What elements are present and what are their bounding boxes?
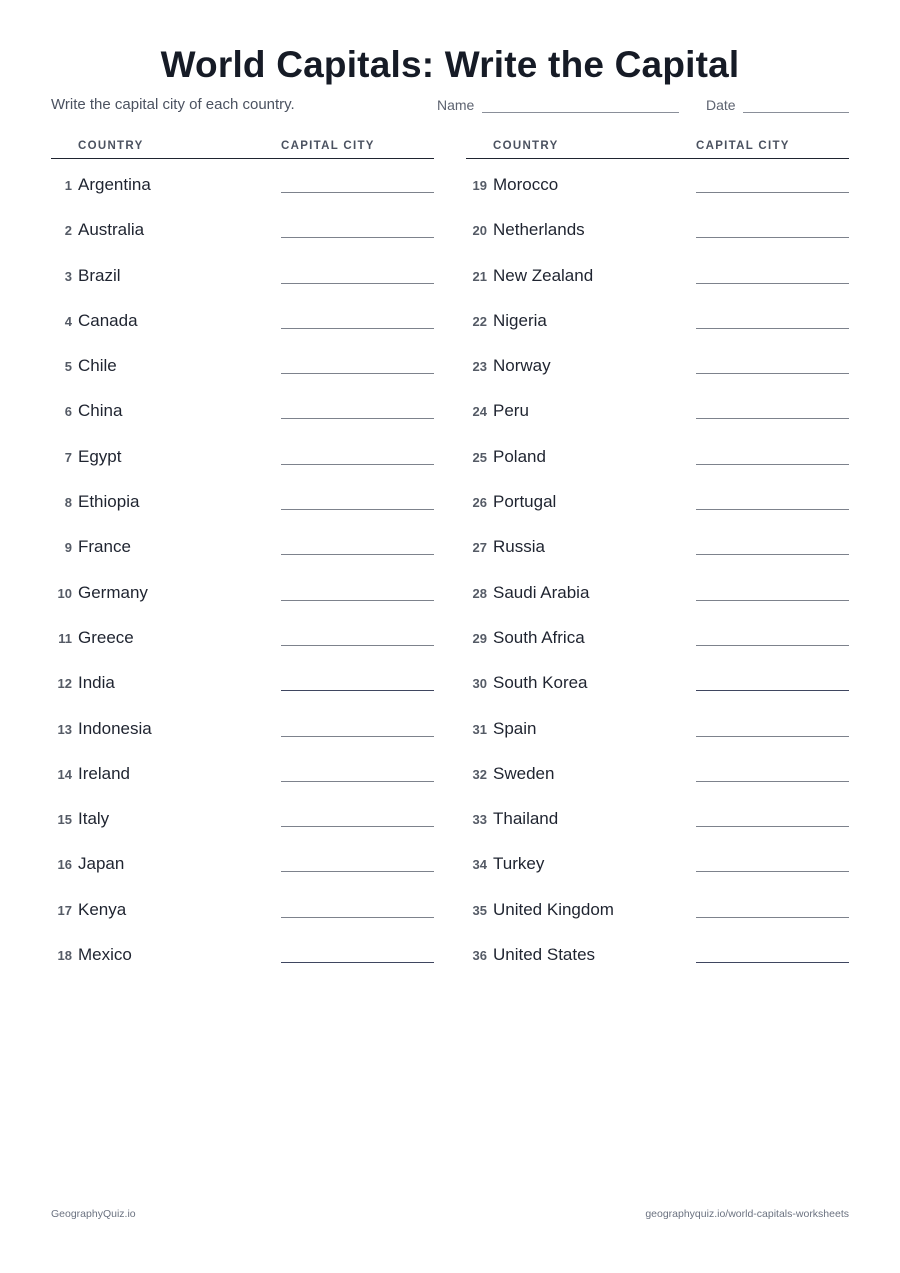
capital-answer-line[interactable] bbox=[281, 509, 434, 510]
country-header: COUNTRY bbox=[493, 140, 559, 152]
question-row bbox=[51, 159, 434, 204]
question-number: 12 bbox=[57, 676, 72, 692]
country-name: France bbox=[78, 537, 131, 557]
question-row bbox=[466, 340, 849, 385]
capital-answer-line[interactable] bbox=[696, 328, 849, 329]
question-row bbox=[51, 567, 434, 612]
capital-answer-line[interactable] bbox=[281, 645, 434, 646]
capital-answer-line[interactable] bbox=[696, 871, 849, 872]
question-row bbox=[51, 703, 434, 748]
capital-answer-line[interactable] bbox=[696, 645, 849, 646]
date-label: Date bbox=[706, 97, 736, 113]
country-name: Netherlands bbox=[493, 220, 585, 240]
capital-answer-line[interactable] bbox=[281, 328, 434, 329]
capital-answer-line[interactable] bbox=[696, 464, 849, 465]
question-number: 18 bbox=[57, 948, 72, 964]
capital-answer-line[interactable] bbox=[696, 826, 849, 827]
worksheet-title: World Capitals: Write the Capital bbox=[160, 44, 740, 85]
question-row bbox=[466, 612, 849, 657]
country-name: Sweden bbox=[493, 763, 555, 783]
capital-answer-line[interactable] bbox=[281, 781, 434, 782]
question-number: 13 bbox=[57, 721, 72, 737]
question-row bbox=[466, 159, 849, 204]
question-number: 16 bbox=[57, 857, 72, 873]
capital-answer-line[interactable] bbox=[281, 192, 434, 193]
question-row bbox=[51, 431, 434, 476]
capital-answer-line[interactable] bbox=[696, 418, 849, 419]
question-row bbox=[466, 567, 849, 612]
question-number: 8 bbox=[64, 495, 72, 511]
capital-answer-line[interactable] bbox=[281, 690, 434, 691]
question-number: 27 bbox=[472, 540, 487, 556]
country-name: China bbox=[78, 401, 123, 421]
question-number: 9 bbox=[64, 540, 72, 556]
question-number: 17 bbox=[57, 902, 72, 918]
capital-answer-line[interactable] bbox=[696, 283, 849, 284]
capital-answer-line[interactable] bbox=[281, 871, 434, 872]
country-name: Turkey bbox=[493, 854, 545, 874]
question-number: 1 bbox=[64, 178, 72, 193]
capital-answer-line[interactable] bbox=[696, 237, 849, 238]
capital-answer-line[interactable] bbox=[696, 509, 849, 510]
country-name: Portugal bbox=[493, 492, 557, 512]
question-number: 5 bbox=[64, 359, 72, 375]
country-name: Egypt bbox=[78, 446, 122, 466]
question-row bbox=[466, 703, 849, 748]
question-number: 21 bbox=[472, 268, 487, 284]
question-number: 23 bbox=[472, 359, 487, 375]
question-number: 36 bbox=[472, 948, 487, 964]
question-number: 33 bbox=[472, 812, 487, 828]
question-row bbox=[466, 929, 849, 974]
right-column bbox=[466, 138, 849, 974]
question-number: 4 bbox=[64, 313, 72, 329]
question-row bbox=[466, 250, 849, 295]
question-row bbox=[51, 929, 434, 974]
capital-answer-line[interactable] bbox=[696, 781, 849, 782]
question-number: 26 bbox=[472, 495, 487, 511]
capital-answer-line[interactable] bbox=[281, 464, 434, 465]
question-number: 28 bbox=[472, 585, 487, 601]
capital-answer-line[interactable] bbox=[696, 192, 849, 193]
question-row bbox=[466, 295, 849, 340]
country-name: Nigeria bbox=[493, 310, 547, 330]
question-row bbox=[466, 521, 849, 566]
country-name: Chile bbox=[78, 356, 117, 376]
left-rows bbox=[51, 159, 434, 974]
question-number: 34 bbox=[472, 857, 487, 873]
instructions-text: Write the capital city of each country. bbox=[51, 96, 295, 113]
capital-answer-line[interactable] bbox=[281, 418, 434, 419]
question-number: 6 bbox=[64, 404, 72, 420]
question-number: 29 bbox=[472, 630, 487, 646]
question-number: 19 bbox=[472, 178, 487, 193]
question-row bbox=[51, 612, 434, 657]
country-name: Australia bbox=[78, 220, 145, 240]
capital-answer-line[interactable] bbox=[281, 917, 434, 918]
capital-answer-line[interactable] bbox=[696, 554, 849, 555]
right-rows bbox=[466, 159, 849, 974]
column-header bbox=[51, 138, 434, 159]
worksheet-header-row bbox=[51, 96, 849, 116]
country-name: Russia bbox=[493, 537, 545, 557]
country-name: United Kingdom bbox=[493, 899, 614, 919]
question-row bbox=[51, 340, 434, 385]
country-name: Peru bbox=[493, 401, 529, 421]
column-header bbox=[466, 138, 849, 159]
country-name: Thailand bbox=[493, 809, 559, 829]
country-name: Greece bbox=[78, 627, 134, 647]
country-name: Germany bbox=[78, 582, 148, 602]
question-number: 25 bbox=[472, 449, 487, 465]
question-number: 35 bbox=[472, 902, 487, 918]
question-number: 15 bbox=[57, 812, 72, 828]
capital-answer-line[interactable] bbox=[281, 962, 434, 963]
question-number: 3 bbox=[64, 268, 72, 284]
country-name: Argentina bbox=[78, 175, 151, 194]
country-name: Saudi Arabia bbox=[493, 582, 590, 602]
question-row bbox=[51, 657, 434, 702]
question-row bbox=[51, 884, 434, 929]
capital-answer-line[interactable] bbox=[696, 917, 849, 918]
capital-answer-line[interactable] bbox=[281, 600, 434, 601]
country-name: Kenya bbox=[78, 899, 127, 919]
left-column bbox=[51, 138, 434, 974]
question-number: 24 bbox=[472, 404, 487, 420]
question-row bbox=[51, 250, 434, 295]
question-number: 22 bbox=[472, 313, 487, 329]
question-row bbox=[51, 476, 434, 521]
name-field[interactable] bbox=[482, 112, 679, 113]
question-row bbox=[466, 431, 849, 476]
capital-answer-line[interactable] bbox=[696, 690, 849, 691]
capital-answer-line[interactable] bbox=[696, 600, 849, 601]
question-row bbox=[51, 521, 434, 566]
country-name: Japan bbox=[78, 854, 125, 874]
country-name: Norway bbox=[493, 356, 551, 376]
country-name: Ireland bbox=[78, 763, 130, 783]
question-row bbox=[466, 204, 849, 249]
country-name: Mexico bbox=[78, 945, 132, 965]
country-name: Poland bbox=[493, 446, 546, 466]
question-number: 7 bbox=[64, 449, 72, 465]
country-name: India bbox=[78, 673, 115, 693]
country-name: Italy bbox=[78, 809, 110, 829]
question-row bbox=[466, 385, 849, 430]
country-name: Ethiopia bbox=[78, 492, 140, 512]
question-row bbox=[466, 657, 849, 702]
question-number: 20 bbox=[472, 223, 487, 239]
question-number: 2 bbox=[64, 223, 72, 239]
question-row bbox=[466, 838, 849, 883]
country-name: New Zealand bbox=[493, 265, 594, 285]
question-row bbox=[51, 838, 434, 883]
question-row bbox=[51, 295, 434, 340]
name-label: Name bbox=[437, 97, 475, 113]
capital-answer-line[interactable] bbox=[281, 373, 434, 374]
footer-url: geographyquiz.io/world-capitals-worksheets bbox=[645, 1208, 849, 1220]
question-row bbox=[466, 793, 849, 838]
capital-header: CAPITAL CITY bbox=[281, 140, 375, 152]
capital-answer-line[interactable] bbox=[281, 736, 434, 737]
country-name: Canada bbox=[78, 310, 138, 330]
date-field[interactable] bbox=[743, 112, 849, 113]
question-number: 30 bbox=[472, 676, 487, 692]
country-name: United States bbox=[493, 945, 596, 965]
country-header: COUNTRY bbox=[78, 140, 144, 152]
country-name: Indonesia bbox=[78, 718, 152, 738]
capital-answer-line[interactable] bbox=[696, 962, 849, 963]
question-number: 31 bbox=[472, 721, 487, 737]
question-number: 32 bbox=[472, 766, 487, 782]
country-name: Brazil bbox=[78, 265, 121, 285]
question-number: 10 bbox=[57, 585, 72, 601]
question-number: 14 bbox=[57, 766, 72, 782]
question-row bbox=[466, 884, 849, 929]
footer-brand: GeographyQuiz.io bbox=[51, 1208, 136, 1220]
question-row bbox=[51, 748, 434, 793]
country-name: Spain bbox=[493, 718, 537, 738]
question-row bbox=[51, 385, 434, 430]
question-number: 11 bbox=[58, 630, 72, 646]
capital-answer-line[interactable] bbox=[281, 237, 434, 238]
capital-answer-line[interactable] bbox=[281, 554, 434, 555]
country-name: South Africa bbox=[493, 627, 585, 647]
country-name: South Korea bbox=[493, 673, 588, 693]
capital-answer-line[interactable] bbox=[696, 373, 849, 374]
capital-answer-line[interactable] bbox=[696, 736, 849, 737]
capital-answer-line[interactable] bbox=[281, 283, 434, 284]
question-row bbox=[466, 476, 849, 521]
capital-header: CAPITAL CITY bbox=[696, 140, 790, 152]
capital-answer-line[interactable] bbox=[281, 826, 434, 827]
question-row bbox=[466, 748, 849, 793]
question-row bbox=[51, 204, 434, 249]
question-row bbox=[51, 793, 434, 838]
country-name: Morocco bbox=[493, 175, 559, 194]
